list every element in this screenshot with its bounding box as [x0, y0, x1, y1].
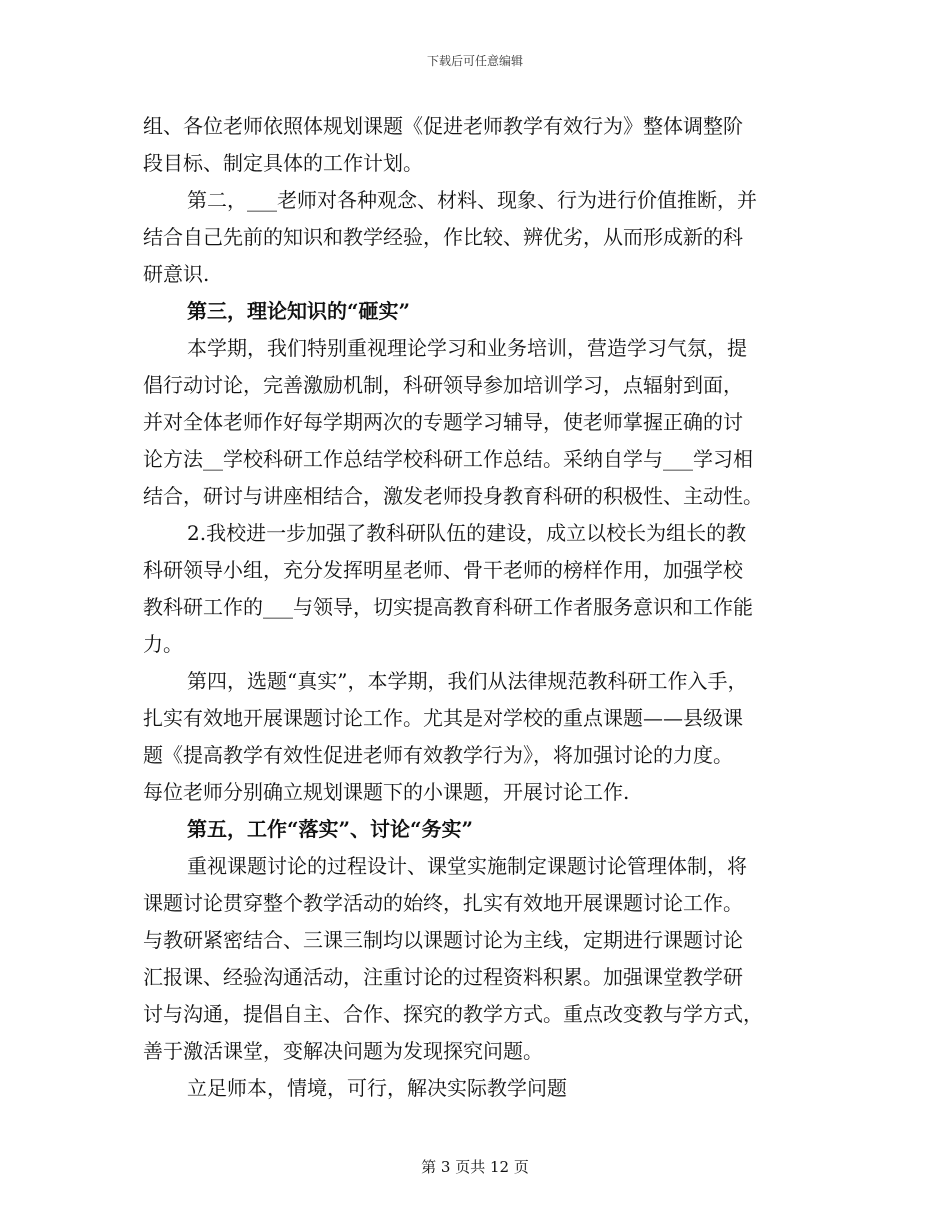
- page-number: 第 3 页共 12 页: [421, 1158, 529, 1176]
- text-line: 组、各位老师依照体规划课题《促进老师教学有效行为》整体调整阶: [143, 114, 743, 138]
- text-line: 研意识.: [143, 262, 210, 286]
- text-line: 善于激活课堂，变解决问题为发现探究问题。: [143, 1039, 543, 1063]
- text-line: 并对全体老师作好每学期两次的专题学习辅导，使老师掌握正确的讨: [143, 410, 743, 434]
- text-line: 每位老师分别确立规划课题下的小课题，开展讨论工作.: [143, 780, 630, 804]
- text-line: 讨与沟通，提倡自主、合作、探究的教学方式。重点改变教与学方式，: [143, 1002, 763, 1026]
- text-line: 本学期，我们特别重视理论学习和业务培训，营造学习气氛，提: [187, 336, 747, 360]
- text-line: 力。: [143, 632, 183, 656]
- text-line: 段目标、制定具体的工作计划。: [143, 151, 423, 175]
- text-line: 2.我校进一步加强了教科研队伍的建设，成立以校长为组长的教: [187, 521, 747, 545]
- text-line: 教科研工作的___与领导，切实提高教育科研工作者服务意识和工作能: [143, 595, 753, 619]
- text-line: 与教研紧密结合、三课三制均以课题讨论为主线，定期进行课题讨论: [143, 928, 743, 952]
- text-line: 科研领导小组，充分发挥明星老师、骨干老师的榜样作用，加强学校: [143, 558, 743, 582]
- text-line: 汇报课、经验沟通活动，注重讨论的过程资料积累。加强课堂教学研: [143, 965, 743, 989]
- text-line: 题《提高教学有效性促进老师有效教学行为》，将加强讨论的力度。: [143, 743, 733, 767]
- text-line: 扎实有效地开展课题讨论工作。尤其是对学校的重点课题——县级课: [143, 706, 743, 730]
- text-line: 课题讨论贯穿整个教学活动的始终，扎实有效地开展课题讨论工作。: [143, 891, 743, 915]
- text-line: 立足师本，情境，可行，解决实际教学问题: [187, 1076, 567, 1100]
- header-note: 下载后可任意编辑: [426, 54, 523, 68]
- section-heading: 第三，理论知识的“砸实”: [187, 299, 411, 323]
- text-line: 结合自己先前的知识和教学经验，作比较、辨优劣，从而形成新的科: [143, 225, 743, 249]
- text-line: 倡行动讨论，完善激励机制，科研领导参加培训学习，点辐射到面，: [143, 373, 743, 397]
- section-heading: 第五，工作“落实”、讨论“务实”: [187, 817, 474, 841]
- text-line: 结合，研讨与讲座相结合，激发老师投身教育科研的积极性、主动性。: [143, 484, 763, 508]
- text-line: 重视课题讨论的过程设计、课堂实施制定课题讨论管理体制，将: [187, 854, 747, 878]
- text-line: 第二，___老师对各种观念、材料、现象、行为进行价值推断，并: [187, 188, 757, 212]
- text-line: 论方法__学校科研工作总结学校科研工作总结。采纳自学与___学习相: [143, 447, 753, 471]
- text-line: 第四，选题“真实”，本学期，我们从法律规范教科研工作入手，: [187, 669, 748, 693]
- document-body: [143, 108, 809, 1107]
